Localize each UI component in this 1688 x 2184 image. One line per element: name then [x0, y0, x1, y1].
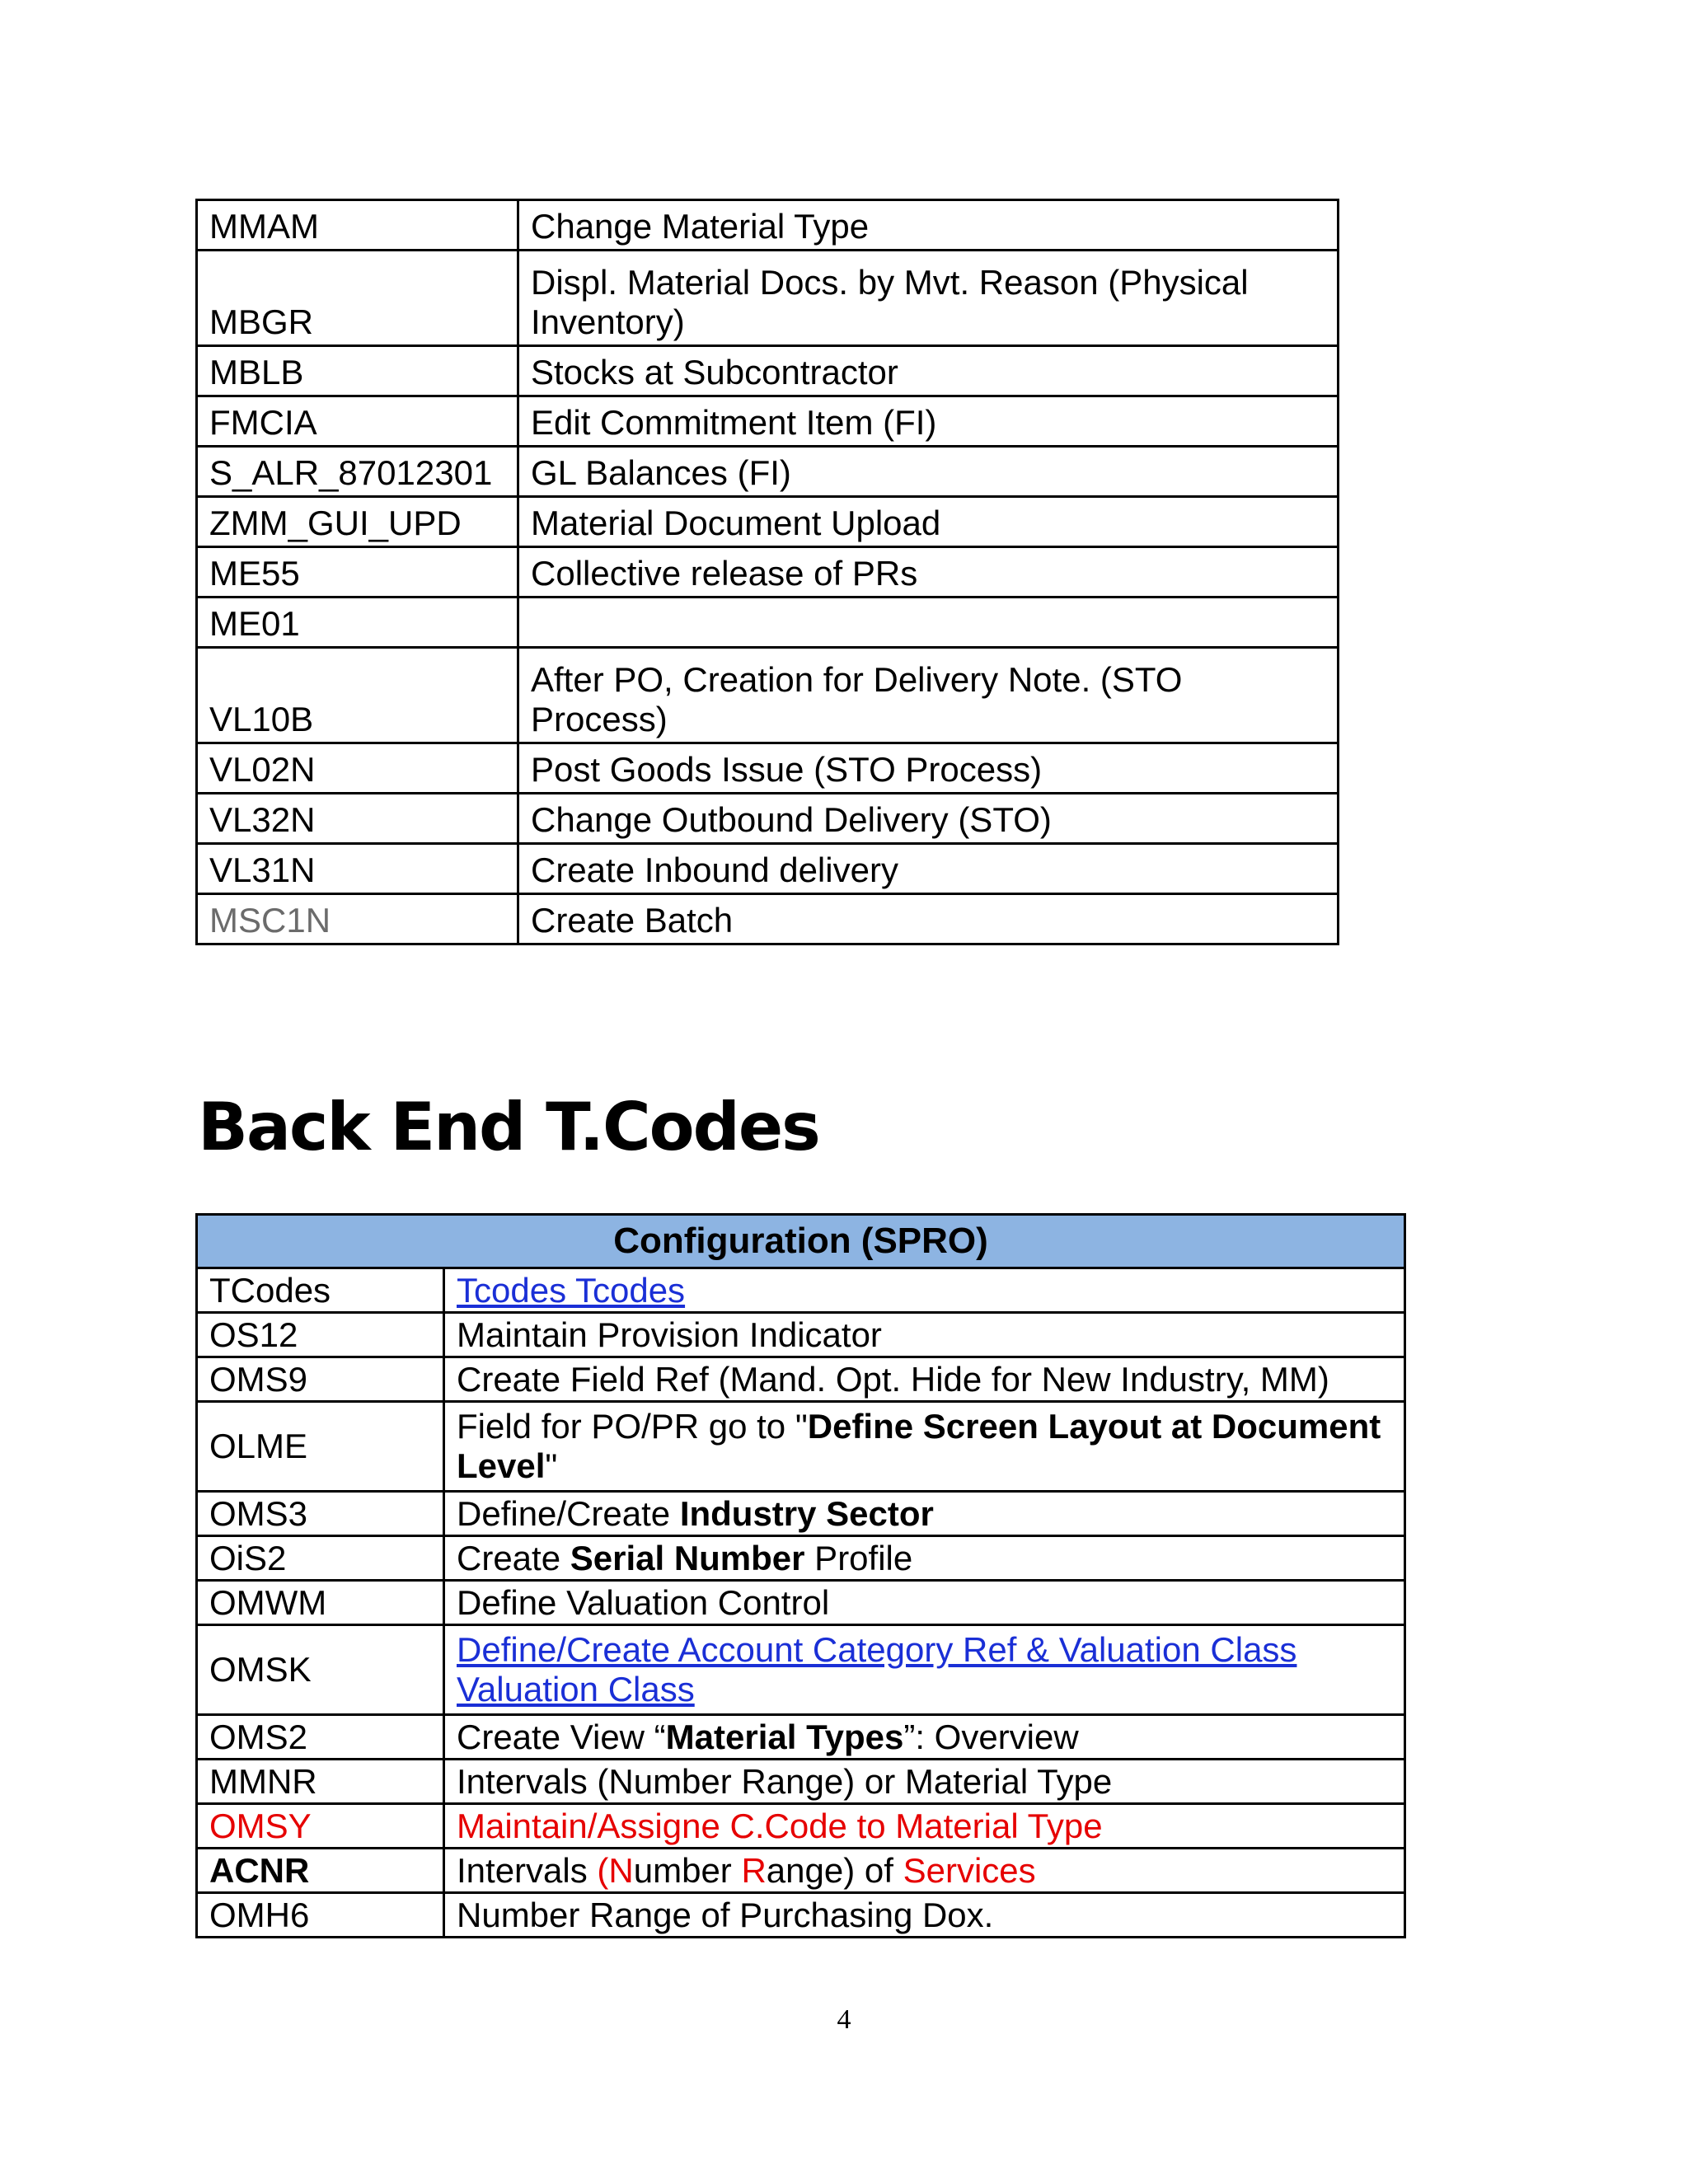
table-row [197, 743, 1339, 794]
table-row [197, 447, 1339, 497]
description-cell [444, 1536, 1405, 1581]
tcode-cell: ME55 [197, 547, 518, 598]
tcode-cell: OMS2 [197, 1715, 444, 1760]
tcode-cell: MBGR [197, 251, 518, 346]
tcode-cell: VL32N [197, 794, 518, 844]
tcode-cell: MBLB [197, 346, 518, 396]
description-cell: Maintain Provision Indicator [444, 1313, 1405, 1357]
description-cell: Number Range of Purchasing Dox. [444, 1893, 1405, 1938]
description-line: Process) [531, 700, 668, 738]
table-row [197, 598, 1339, 648]
description-cell: Create Inbound delivery [518, 844, 1339, 894]
description-text: ange) of [766, 1850, 903, 1890]
table-row [197, 648, 1339, 743]
tcode-cell: OMS3 [197, 1492, 444, 1536]
tcodes-link[interactable]: Tcodes Tcodes [457, 1270, 686, 1310]
description-text: Create [457, 1538, 570, 1577]
description-cell [444, 1492, 1405, 1536]
tcode-cell: VL10B [197, 648, 518, 743]
description-bold: Define Screen Layout at Document Level [457, 1407, 1381, 1485]
table-row [197, 1804, 1405, 1849]
description-line: Inventory) [531, 302, 685, 341]
table-row [197, 396, 1339, 447]
table-row [197, 1849, 1405, 1893]
description-cell: Post Goods Issue (STO Process) [518, 743, 1339, 794]
tcode-cell: S_ALR_87012301 [197, 447, 518, 497]
description-text: ”: Overview [903, 1717, 1079, 1756]
description-line: After PO, Creation for Delivery Note. (STO [531, 660, 1183, 699]
description-text: " [545, 1446, 558, 1485]
tcode-cell: MMNR [197, 1760, 444, 1804]
description-cell [444, 1268, 1405, 1313]
tcode-cell: VL02N [197, 743, 518, 794]
tcode-cell: ME01 [197, 598, 518, 648]
description-cell [518, 598, 1339, 648]
description-cell: Create Batch [518, 894, 1339, 944]
tcode-cell: FMCIA [197, 396, 518, 447]
tcode-cell: OS12 [197, 1313, 444, 1357]
description-cell [444, 1625, 1405, 1715]
description-bold: Serial Number [570, 1538, 805, 1577]
table-row [197, 894, 1339, 944]
description-cell: Create Field Ref (Mand. Opt. Hide for New Industry, MM) [444, 1357, 1405, 1402]
tcode-cell: MSC1N [197, 894, 518, 944]
description-text: Intervals [457, 1850, 598, 1890]
tcode-table-top [195, 199, 1339, 945]
configuration-table [195, 1213, 1406, 1938]
tcode-cell: TCodes [197, 1268, 444, 1313]
table-row [197, 1402, 1405, 1492]
table-header-row [197, 1215, 1405, 1268]
tcode-cell: ZMM_GUI_UPD [197, 497, 518, 547]
description-cell: Material Document Upload [518, 497, 1339, 547]
table-row [197, 1715, 1405, 1760]
table-row [197, 1492, 1405, 1536]
description-text: Create View “ [457, 1717, 666, 1756]
table-row [197, 1625, 1405, 1715]
page-number: 4 [837, 2004, 851, 2035]
tcode-cell: OMSK [197, 1625, 444, 1715]
table-row [197, 200, 1339, 251]
description-cell: Change Outbound Delivery (STO) [518, 794, 1339, 844]
tcode-cell: ACNR [197, 1849, 444, 1893]
description-line: Displ. Material Docs. by Mvt. Reason (Physical [531, 263, 1249, 302]
tcode-cell: OMSY [197, 1804, 444, 1849]
description-text: Profile [804, 1538, 913, 1577]
table-row [197, 794, 1339, 844]
valuation-class-link[interactable]: Valuation Class [457, 1670, 695, 1708]
tcode-cell: OLME [197, 1402, 444, 1492]
tcode-cell: OiS2 [197, 1536, 444, 1581]
description-red: Services [903, 1850, 1036, 1890]
description-cell: Collective release of PRs [518, 547, 1339, 598]
description-cell [444, 1715, 1405, 1760]
account-category-link[interactable]: Define/Create Account Category Ref & Valuation Class [457, 1630, 1297, 1669]
description-red: (N [597, 1850, 634, 1890]
table-row [197, 844, 1339, 894]
description-cell: Maintain/Assigne C.Code to Material Type [444, 1804, 1405, 1849]
table-row [197, 1313, 1405, 1357]
table-row [197, 1893, 1405, 1938]
table-row [197, 346, 1339, 396]
description-bold: Material Types [665, 1717, 904, 1756]
description-text: umber [633, 1850, 742, 1890]
table-row [197, 497, 1339, 547]
table-row [197, 547, 1339, 598]
description-cell [444, 1402, 1405, 1492]
tcode-cell: OMS9 [197, 1357, 444, 1402]
description-cell: Define Valuation Control [444, 1581, 1405, 1625]
description-cell: Change Material Type [518, 200, 1339, 251]
tcode-cell: VL31N [197, 844, 518, 894]
description-red: R [741, 1850, 767, 1890]
table-row [197, 1760, 1405, 1804]
description-bold: Industry Sector [679, 1493, 934, 1533]
table-row [197, 1268, 1405, 1313]
description-text: Field for PO/PR go to " [457, 1407, 808, 1446]
description-cell: Stocks at Subcontractor [518, 346, 1339, 396]
description-cell: GL Balances (FI) [518, 447, 1339, 497]
description-cell: Intervals (Number Range) or Material Type [444, 1760, 1405, 1804]
description-cell [518, 648, 1339, 743]
description-cell [518, 251, 1339, 346]
tcode-cell: MMAM [197, 200, 518, 251]
tcode-cell: OMH6 [197, 1893, 444, 1938]
table-row [197, 1536, 1405, 1581]
description-text: Define/Create [457, 1493, 680, 1533]
section-heading: Back End T.Codes [198, 1089, 819, 1165]
table-row [197, 251, 1339, 346]
description-cell [444, 1849, 1405, 1893]
table-row [197, 1357, 1405, 1402]
description-cell: Edit Commitment Item (FI) [518, 396, 1339, 447]
tcode-cell: OMWM [197, 1581, 444, 1625]
table-row [197, 1581, 1405, 1625]
table-header: Configuration (SPRO) [197, 1215, 1405, 1268]
